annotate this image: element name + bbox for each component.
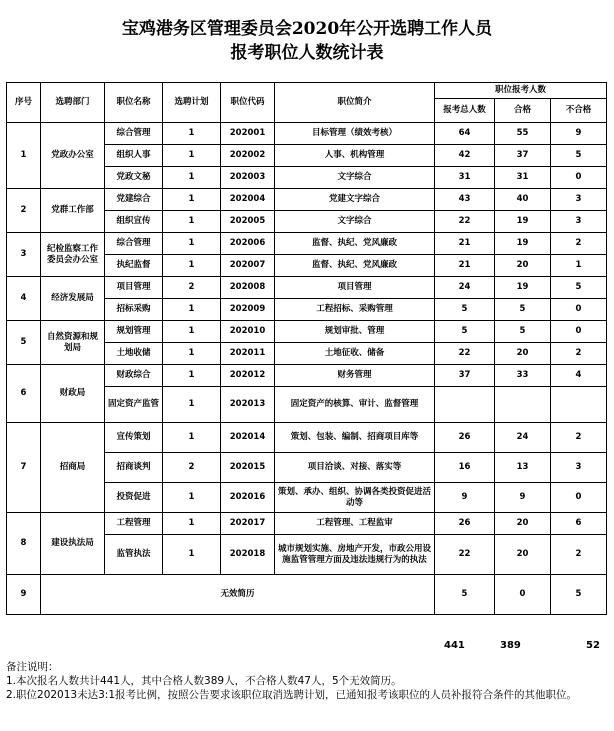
cell-total: 21 [435,233,495,255]
header-seq: 序号 [7,83,41,123]
cell-code: 202001 [221,123,275,145]
notes-heading: 备注说明： [6,661,59,673]
cell-dept: 党政办公室 [41,123,105,189]
cell-code: 202017 [221,513,275,535]
header-dept: 选聘部门 [41,83,105,123]
cell-code: 202003 [221,167,275,189]
sum-fail: 52 [586,640,600,651]
table-row [7,513,607,535]
cell-plan: 1 [163,423,221,453]
cell-seq: 9 [7,575,41,615]
cell-position: 综合管理 [105,123,163,145]
cell-pass: 31 [495,167,551,189]
cell-position: 党政文秘 [105,167,163,189]
cell-total: 5 [435,299,495,321]
cell-fail: 5 [551,145,607,167]
cell-total: 42 [435,145,495,167]
cell-code: 202018 [221,535,275,575]
cell-desc: 文字综合 [275,167,435,189]
cell-plan: 1 [163,535,221,575]
cell-position: 规划管理 [105,321,163,343]
cell-position: 监管执法 [105,535,163,575]
header-position: 职位名称 [105,83,163,123]
cell-pass: 24 [495,423,551,453]
cell-seq: 1 [7,123,41,189]
cell-total: 24 [435,277,495,299]
cell-pass: 20 [495,535,551,575]
sum-total: 441 [444,640,465,651]
cell-desc: 规划审批、管理 [275,321,435,343]
table-row [7,365,607,387]
cell-total: 26 [435,423,495,453]
cell-plan: 2 [163,277,221,299]
cell-fail: 6 [551,513,607,535]
cell-code: 202011 [221,343,275,365]
cell-desc: 监督、执纪、党风廉政 [275,233,435,255]
cell-desc: 项目管理 [275,277,435,299]
cell-total: 22 [435,343,495,365]
cell-position: 宣传策划 [105,423,163,453]
cell-dept: 党群工作部 [41,189,105,233]
cell-fail: 0 [551,299,607,321]
cell-plan: 1 [163,255,221,277]
cell-plan: 1 [163,387,221,423]
cell-fail: 3 [551,453,607,483]
cell-plan: 1 [163,365,221,387]
cell-desc: 策划、包装、编制、招商项目库等 [275,423,435,453]
table-row [7,233,607,255]
cell-desc: 目标管理（绩效考核） [275,123,435,145]
cell-desc: 策划、承办、组织、协调各类投资促进活动等 [275,483,435,513]
cell-total: 31 [435,167,495,189]
cell-pass: 20 [495,343,551,365]
cell-code: 202016 [221,483,275,513]
cell-seq: 8 [7,513,41,575]
cell-code: 202005 [221,211,275,233]
cell-total [435,387,495,423]
cell-fail: 0 [551,483,607,513]
cell-plan: 1 [163,299,221,321]
cell-fail: 2 [551,423,607,453]
cell-seq: 2 [7,189,41,233]
cell-dept: 自然资源和规划局 [41,321,105,365]
cell-plan: 1 [163,167,221,189]
cell-seq: 7 [7,423,41,513]
cell-desc: 人事、机构管理 [275,145,435,167]
cell-pass: 5 [495,299,551,321]
cell-desc: 财务管理 [275,365,435,387]
cell-code: 202012 [221,365,275,387]
cell-fail: 2 [551,233,607,255]
cell-desc: 工程管理、工程监审 [275,513,435,535]
cell-pass: 19 [495,211,551,233]
cell-code: 202014 [221,423,275,453]
cell-seq: 3 [7,233,41,277]
cell-fail: 9 [551,123,607,145]
cell-pass: 20 [495,513,551,535]
cell-code: 202013 [221,387,275,423]
cell-seq: 4 [7,277,41,321]
cell-position: 党建综合 [105,189,163,211]
cell-code: 202009 [221,299,275,321]
cell-plan: 1 [163,145,221,167]
cell-fail: 2 [551,535,607,575]
cell-pass: 5 [495,321,551,343]
cell-position: 固定资产监管 [105,387,163,423]
cell-desc: 城市规划实施、房地产开发，市政公用设施监管管理方面及违法违规行为的执法 [275,535,435,575]
cell-plan: 1 [163,321,221,343]
cell-desc: 文字综合 [275,211,435,233]
table-row-invalid [7,575,607,615]
cell-total: 26 [435,513,495,535]
table-row [7,189,607,211]
cell-dept: 经济发展局 [41,277,105,321]
cell-fail: 5 [551,575,607,615]
cell-plan: 1 [163,123,221,145]
cell-position: 财政综合 [105,365,163,387]
statistics-table [6,82,607,615]
cell-seq: 6 [7,365,41,423]
cell-dept: 建设执法局 [41,513,105,575]
header-pass: 合格 [495,99,551,123]
cell-dept: 招商局 [41,423,105,513]
cell-desc: 项目洽谈、对接、落实等 [275,453,435,483]
cell-code: 202008 [221,277,275,299]
title-line-2: 报考职位人数统计表 [230,43,384,63]
cell-position: 招标采购 [105,299,163,321]
cell-plan: 1 [163,233,221,255]
cell-pass: 19 [495,233,551,255]
cell-pass: 55 [495,123,551,145]
cell-position: 组织人事 [105,145,163,167]
cell-pass: 0 [495,575,551,615]
cell-pass: 19 [495,277,551,299]
table-row [7,321,607,343]
cell-fail: 3 [551,211,607,233]
cell-fail: 3 [551,189,607,211]
header-code: 职位代码 [221,83,275,123]
cell-code: 202004 [221,189,275,211]
cell-desc: 固定资产的核算、审计、监督管理 [275,387,435,423]
cell-total: 5 [435,575,495,615]
cell-plan: 1 [163,513,221,535]
table-row [7,277,607,299]
cell-desc: 党建文字综合 [275,189,435,211]
cell-position: 工程管理 [105,513,163,535]
cell-total: 9 [435,483,495,513]
cell-plan: 1 [163,483,221,513]
cell-position: 综合管理 [105,233,163,255]
cell-pass: 33 [495,365,551,387]
cell-plan: 1 [163,189,221,211]
cell-total: 21 [435,255,495,277]
cell-pass [495,387,551,423]
cell-total: 37 [435,365,495,387]
cell-code: 202010 [221,321,275,343]
cell-desc: 工程招标、采购管理 [275,299,435,321]
cell-seq: 5 [7,321,41,365]
cell-total: 64 [435,123,495,145]
header-desc: 职位简介 [275,83,435,123]
cell-position: 执纪监督 [105,255,163,277]
cell-fail: 4 [551,365,607,387]
cell-dept: 财政局 [41,365,105,423]
notes-line-1: 1.本次报名人数共计441人，其中合格人数389人，不合格人数47人，5个无效简历。 [6,675,402,687]
cell-total: 43 [435,189,495,211]
cell-desc: 土地征收、储备 [275,343,435,365]
cell-fail: 2 [551,343,607,365]
cell-code: 202015 [221,453,275,483]
cell-plan: 1 [163,211,221,233]
title-line-1: 宝鸡港务区管理委员会2020年公开选聘工作人员 [121,19,493,39]
cell-fail [551,387,607,423]
cell-position: 投资促进 [105,483,163,513]
table-row [7,123,607,145]
cell-code: 202006 [221,233,275,255]
table-body [7,123,607,615]
cell-total: 22 [435,211,495,233]
cell-pass: 9 [495,483,551,513]
cell-total: 22 [435,535,495,575]
cell-pass: 40 [495,189,551,211]
cell-invalid-label: 无效简历 [41,575,435,615]
notes-line-2: 2.职位202013未达3:1报考比例，按照公告要求该职位取消选聘计划，已通知报考该职位的人员补报符合条件的其他职位。 [6,689,577,701]
header-group: 职位报考人数 [435,83,607,99]
header-fail: 不合格 [551,99,607,123]
cell-code: 202007 [221,255,275,277]
cell-total: 16 [435,453,495,483]
cell-plan: 2 [163,453,221,483]
cell-dept: 纪检监察工作委员会办公室 [41,233,105,277]
cell-pass: 13 [495,453,551,483]
cell-pass: 37 [495,145,551,167]
header-plan: 选聘计划 [163,83,221,123]
cell-total: 5 [435,321,495,343]
table-row [7,423,607,453]
sum-pass: 389 [500,640,521,651]
cell-position: 组织宣传 [105,211,163,233]
cell-plan: 1 [163,343,221,365]
cell-fail: 5 [551,277,607,299]
header-total: 报考总人数 [435,99,495,123]
cell-desc: 监督、执纪、党风廉政 [275,255,435,277]
cell-position: 土地收储 [105,343,163,365]
cell-pass: 20 [495,255,551,277]
notes [6,660,606,702]
cell-position: 项目管理 [105,277,163,299]
cell-position: 招商谈判 [105,453,163,483]
cell-fail: 0 [551,321,607,343]
cell-fail: 1 [551,255,607,277]
cell-fail: 0 [551,167,607,189]
cell-code: 202002 [221,145,275,167]
